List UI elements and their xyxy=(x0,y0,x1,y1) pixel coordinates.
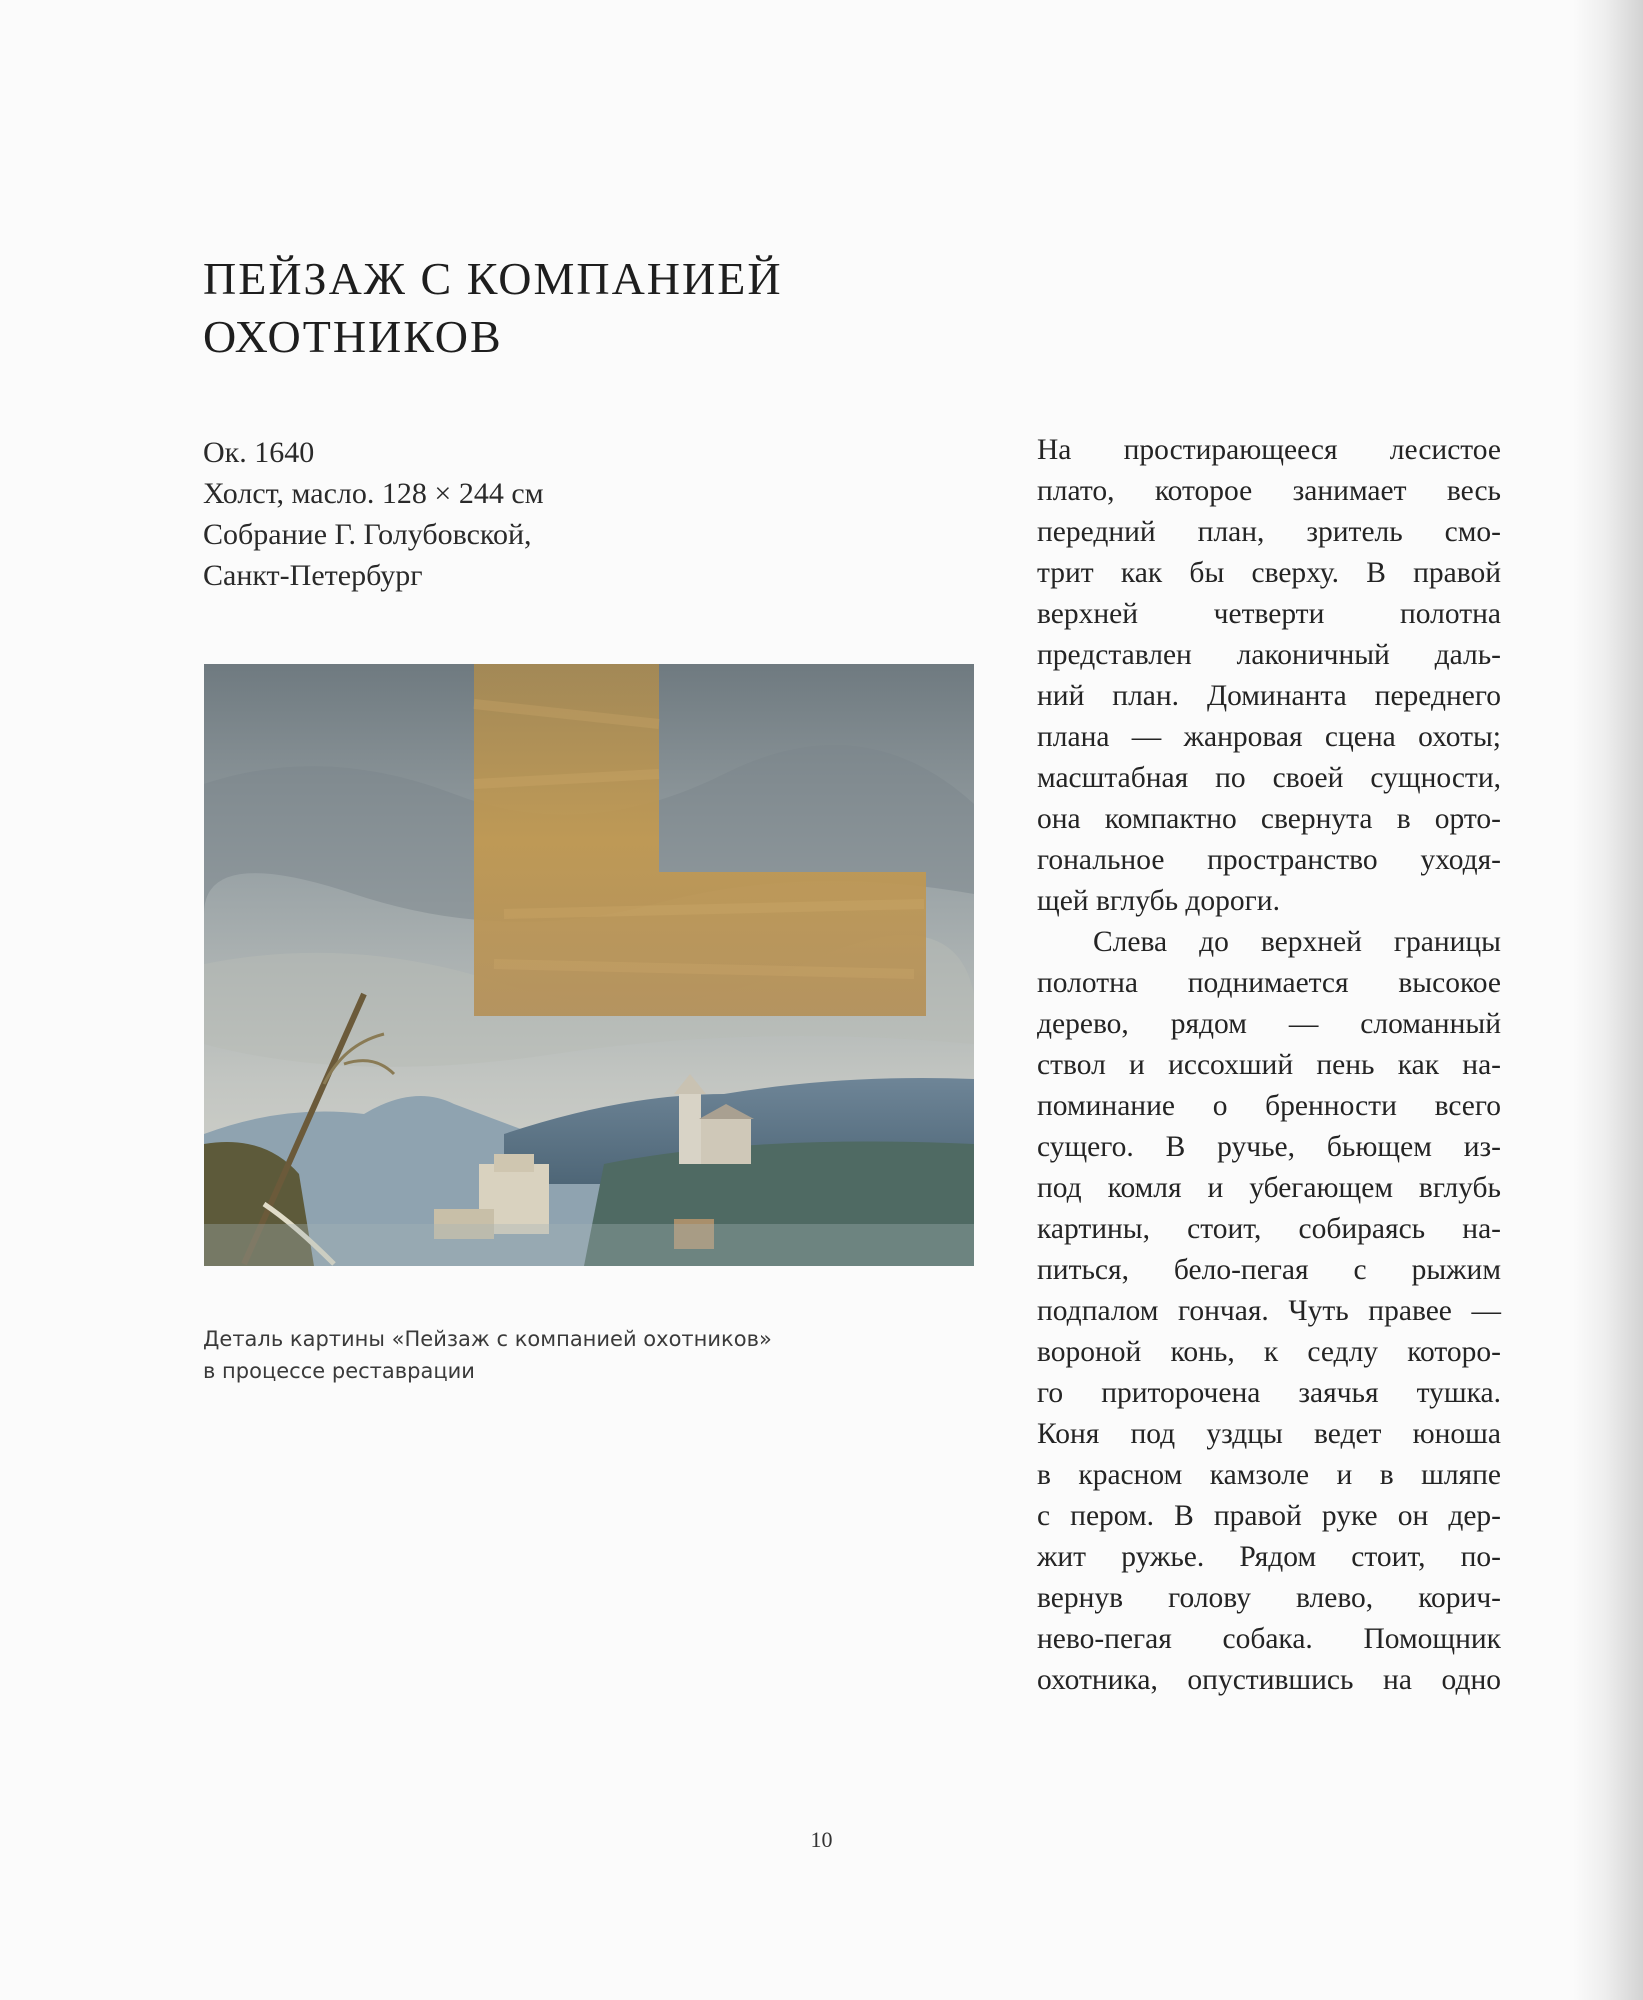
text-line: под комля и убегающем вглубь xyxy=(1037,1172,1501,1204)
text-line: подпалом гончая. Чуть правее — xyxy=(1037,1295,1501,1327)
artwork-date: Ок. 1640 xyxy=(203,436,315,469)
painting-illustration xyxy=(204,664,974,1266)
text-line: ствол и иссохший пень как на- xyxy=(1037,1049,1501,1081)
text-line: в красном камзоле и в шляпе xyxy=(1037,1459,1501,1491)
text-line: гональное пространство уходя- xyxy=(1037,844,1501,876)
text-line: она компактно свернута в орто- xyxy=(1037,803,1501,835)
text-line: картины, стоит, собираясь на- xyxy=(1037,1213,1501,1245)
text-line: масштабная по своей сущности, xyxy=(1037,762,1501,794)
text-line: Коня под уздцы ведет юноша xyxy=(1037,1418,1501,1450)
caption-line-2: в процессе реставрации xyxy=(203,1359,475,1383)
text-line: плана — жанровая сцена охоты; xyxy=(1037,721,1501,753)
title-line-2: ОХОТНИКОВ xyxy=(203,311,503,362)
text-line: передний план, зритель смо- xyxy=(1037,516,1501,548)
page-title xyxy=(203,250,853,366)
text-line: трит как бы сверху. В правой xyxy=(1037,557,1501,589)
caption-line-1: Деталь картины «Пейзаж с компанией охотников» xyxy=(203,1327,772,1351)
artwork-collection: Собрание Г. Голубовской, xyxy=(203,518,532,551)
title-line-1: ПЕЙЗАЖ С КОМПАНИЕЙ xyxy=(203,253,783,304)
artwork-details xyxy=(203,432,663,596)
paragraph-1 xyxy=(1037,430,1501,922)
text-line: полотна поднимается высокое xyxy=(1037,967,1501,999)
painting-detail-image xyxy=(204,664,974,1266)
text-line: представлен лаконичный даль- xyxy=(1037,639,1501,671)
text-line: го приторочена заячья тушка. xyxy=(1037,1377,1501,1409)
text-line: ний план. Доминанта переднего xyxy=(1037,680,1501,712)
text-line: охотника, опустившись на одно xyxy=(1037,1664,1501,1696)
text-line: сущего. В ручье, бьющем из- xyxy=(1037,1131,1501,1163)
text-line: питься, бело-пегая с рыжим xyxy=(1037,1254,1501,1286)
text-line: вороной конь, к седлу которо- xyxy=(1037,1336,1501,1368)
text-line: На простирающееся лесистое xyxy=(1037,434,1501,466)
artwork-medium: Холст, масло. 128 × 244 см xyxy=(203,477,544,510)
page-gutter-shadow xyxy=(1573,0,1643,2000)
text-line: поминание о бренности всего xyxy=(1037,1090,1501,1122)
paragraph-2 xyxy=(1037,922,1501,1701)
text-line: плато, которое занимает весь xyxy=(1037,475,1501,507)
text-line: вернув голову влево, корич- xyxy=(1037,1582,1501,1614)
page-number: 10 xyxy=(810,1827,833,1852)
artwork-city: Санкт-Петербург xyxy=(203,559,423,592)
text-line: верхней четверти полотна xyxy=(1037,598,1501,630)
image-caption xyxy=(203,1323,843,1387)
body-text-column xyxy=(1037,430,1501,1701)
text-line: нево-пегая собака. Помощник xyxy=(1037,1623,1501,1655)
text-line: с пером. В правой руке он дер- xyxy=(1037,1500,1501,1532)
text-line: щей вглубь дороги. xyxy=(1037,885,1280,917)
text-line: жит ружье. Рядом стоит, по- xyxy=(1037,1541,1501,1573)
text-line: дерево, рядом — сломанный xyxy=(1037,1008,1501,1040)
text-line: Слева до верхней границы xyxy=(1093,926,1501,958)
